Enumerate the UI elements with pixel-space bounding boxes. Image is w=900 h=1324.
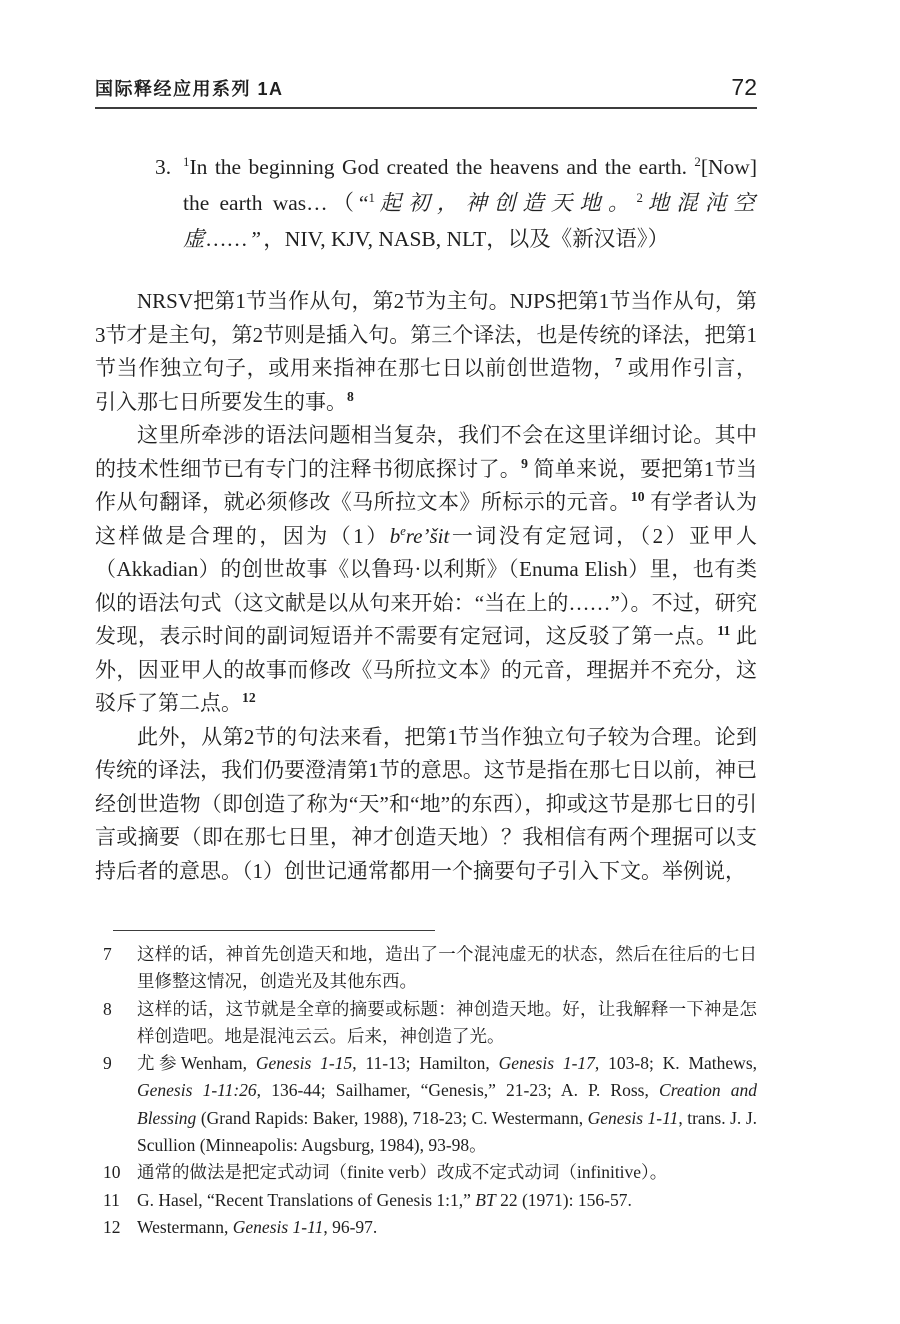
paragraph [95,419,757,721]
text-run: , trans. J. J. Scullion (Minneapolis: Augsburg, 1984), 93-98。 [137,1107,758,1156]
verse-number: 1 [368,190,375,205]
quote-item-number: 3. [155,155,172,179]
text-run: G. Hasel, “Recent Translations of Genesis 1:1,” [137,1189,476,1210]
italic-run: BT [475,1189,496,1210]
page-number: 72 [731,74,757,100]
italic-run: Creation and Blessing [137,1080,757,1128]
text-run: NRSV把第1节当作从句，第2节为主句。NJPS把第1节当作从句，第3节才是主句，第2节则是插入句。第三个译法，也是传统的译法，把第1节当作独立句子，或用来指神在那七日以前创世造物， [95,289,757,380]
footnote-number: 9 [103,1053,112,1074]
footnote [95,1187,757,1214]
text-run: 有学者认为这样做是合理的，因为（1） [95,490,757,548]
text-run: , 136-44; Sailhamer, “Genesis,” 21-23; A. P. Ross, [256,1080,660,1101]
footnote-text [137,1159,757,1186]
text-run: , 11-13; Hamilton, [352,1053,499,1074]
page-header [95,0,757,109]
kaiti-run: 地混沌空虚……” [183,191,758,251]
numbered-quote-block [155,149,757,257]
footnote-ref: 10 [630,489,645,504]
paragraph [95,285,757,419]
footnote-number: 8 [103,998,112,1019]
footnote-ref: 11 [717,623,731,638]
text-run: 尤参Wenham, [137,1053,256,1074]
italic-run: Genesis 1-15 [255,1053,353,1074]
text-run: In the beginning God created the heavens and the earth. [189,155,695,179]
verse-number: 2 [636,190,643,205]
footnote-number: 12 [103,1216,121,1237]
italic-run: re’šit [405,523,450,548]
footnote [95,1159,757,1186]
body-paragraphs [95,285,757,888]
text-run: 通常的做法是把定式动词（finite verb）改成不定式动词（infinitive）。 [137,1162,668,1183]
footnote [95,1050,757,1159]
footnote-ref: 7 [614,355,622,370]
footnote-separator-rule [113,930,435,931]
footnote-text [137,1050,757,1159]
text-run: 一词没有定冠词，（2）亚甲人（Akkadian）的创世故事《以鲁玛·以利斯》（Enuma Elish）里，也有类似的语法句式（这文献是以从句来开始：“当在上的……”）。不过，研究发现，表示时间的副词短语并不需要有定冠词，这反驳了第一点。 [95,523,758,648]
text-run: , 96-97. [323,1216,378,1237]
text-run: 此外，从第2节的句法来看，把第1节当作独立句子较为合理。论到传统的译法，我们仍要澄清第1节的意思。这节是指在那七日以前，神已经创世造物（即创造了称为“天”和“地”的东西），抑或这节是那七日的引言或摘要（即在那七日里，神才创造天地）？我相信有两个理据可以支持后者的意思。（1）创世记通常都用一个摘要句子引入下文。举例说， [95,724,757,883]
text-run: 这样的话，这节就是全章的摘要或标题：神创造天地。好，让我解释一下神是怎样创造吧。地是混沌云云。后来，神创造了光。 [137,998,757,1046]
text-run: 此外，因亚甲人的故事而修改《马所拉文本》的元音，理据并不充分，这驳斥了第二点。 [95,624,758,715]
footnote-text [137,996,757,1051]
italic-run: Genesis 1-11:26 [137,1080,257,1101]
page-content [95,0,757,1241]
footnote-text [137,1214,757,1241]
verse-number: 1 [183,154,190,169]
footnote [95,941,757,996]
text-run: 这样的话，神首先创造天和地，造出了一个混沌虚无的状态，然后在往后的七日里修整这情况，创造光及其他东西。 [137,944,757,992]
footnote-number: 10 [103,1162,121,1183]
paragraph [95,721,757,889]
italic-run: Genesis 1-11 [232,1216,324,1237]
text-run: Westermann, [137,1216,233,1237]
quote-text [183,149,757,257]
footnote-number: 7 [103,944,112,964]
footnote-text [137,1187,757,1214]
series-title: 国际释经应用系列 1A [95,79,284,99]
text-run: 简单来说，要把第1节当作从句翻译，就必须修改《马所拉文本》所标示的元音。 [95,456,757,514]
italic-run: Genesis 1-17 [498,1053,595,1074]
italic-run: Genesis 1-11 [587,1107,679,1128]
text-run: , 103-8; K. Mathews, [594,1053,758,1074]
footnote-ref: 8 [347,388,354,404]
footnote [95,1214,757,1241]
footnote-text [137,941,757,996]
kaiti-run: 起初，神创造天地。 [374,191,637,215]
footnotes [95,941,757,1241]
verse-number: 2 [694,154,701,169]
text-run: ，NIV, KJV, NASB, NLT，以及《新汉语》） [263,227,670,251]
footnote-ref: 9 [521,455,528,471]
footnote-number: 11 [103,1189,120,1210]
text-run: (Grand Rapids: Baker, 1988), 718-23; C. Westermann, [196,1107,588,1128]
italic-superscript: e [400,523,406,538]
text-run: 这里所牵涉的语法问题相当复杂，我们不会在这里详细讨论。其中的技术性细节已有专门的注释书彻底探讨了。 [95,423,757,481]
footnote [95,996,757,1051]
text-run: 或用作引言，引入那七日所要发生的事。 [95,356,757,414]
italic-run: b [389,523,401,548]
text-run: 22 (1971): 156-57. [495,1189,632,1210]
text-run: [Now] the earth was…（“ [183,155,757,215]
footnote-ref: 12 [242,690,256,705]
